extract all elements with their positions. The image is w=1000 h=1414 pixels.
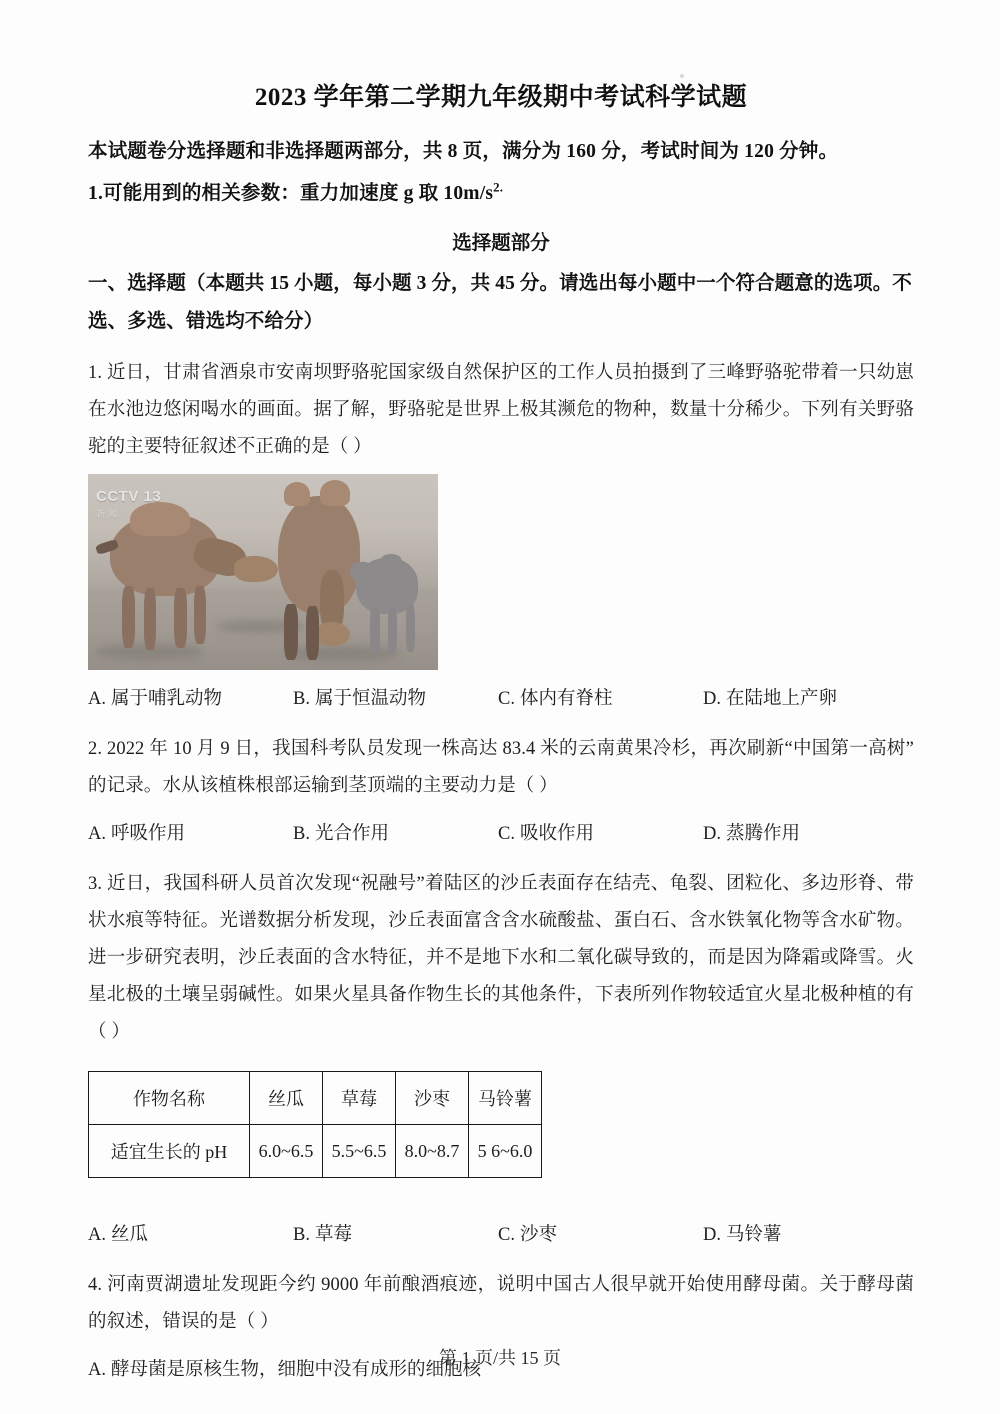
question-3-options [88,1218,914,1253]
option-label: 蒸腾作用 [726,824,801,845]
question-2-option-b[interactable] [293,817,498,852]
camel-left-head [234,556,278,582]
cctv-watermark-subtext: 新闻 [96,508,121,519]
page-content [88,0,914,1389]
question-2-option-a[interactable] [88,817,293,852]
camel-foal-head [350,562,374,579]
question-3-option-c[interactable] [498,1218,703,1253]
camel-center-leg-1 [284,604,298,660]
option-label: 呼吸作用 [111,824,186,845]
camel-foal-leg-3 [406,604,415,652]
question-1-options [88,682,914,717]
section-heading-multiple-choice: 选择题部分 [452,232,550,254]
camel-left-leg-4 [194,586,206,644]
option-label: 丝瓜 [111,1225,149,1246]
camel-foal-hump [380,554,402,568]
table-row-ph-values [89,1125,542,1178]
table-cell-ph-2: 5.5~6.5 [323,1125,396,1178]
question-1-option-d[interactable] [703,682,914,717]
camel-left-leg-3 [174,588,187,648]
question-1-text: 1. 近日，甘肃省酒泉市安南坝野骆驼国家级自然保护区的工作人员拍摄到了三峰野骆驼带着一只幼崽在水池边悠闲喝水的画面。据了解，野骆驼是世界上极其濒危的物种，数量十分稀少。下列有关野骆驼的主要特征叙述不正确的是（ ） [88,362,914,457]
option-label: 马铃薯 [726,1225,782,1246]
exam-parameters-note [88,179,914,209]
option-label: 光合作用 [314,824,389,845]
camel-foal-leg-1 [370,606,380,654]
question-4-text: 4. 河南贾湖遗址发现距今约 9000 年前酿酒痕迹，说明中国古人很早就开始使用酵母菌。关于酵母菌的叙述，错误的是（ ） [88,1275,914,1333]
camel-center-hump-front [284,482,310,506]
question-1-option-a[interactable] [88,682,293,717]
question-2-options [88,817,914,852]
table-header-ph-range: 适宜生长的 pH [89,1125,250,1178]
shadow-right [284,646,400,661]
option-letter: C. [498,688,515,709]
cctv-watermark [96,488,161,520]
option-label: 属于恒温动物 [314,688,426,709]
parameters-text: 1.可能用到的相关参数：重力加速度 g 取 10m/s [88,182,494,204]
option-letter: A. [88,1225,106,1246]
multiple-choice-instruction: 一、选择题（本题共 15 小题，每小题 3 分，共 45 分。请选出每小题中一个符合题意的选项。不选、多选、错选均不给分） [88,272,912,332]
camel-foal-leg-2 [388,608,397,654]
option-letter: B. [293,824,310,845]
table-cell-ph-1: 6.0~6.5 [250,1125,323,1178]
table-row-crop-names [89,1072,542,1125]
question-1-option-b[interactable] [293,682,498,717]
table-cell-ph-4: 5 6~6.0 [469,1125,542,1178]
option-label: 沙枣 [519,1225,557,1246]
option-letter: D. [703,824,721,845]
option-letter: A. [88,824,106,845]
question-2-option-d[interactable] [703,817,914,852]
question-3-option-b[interactable] [293,1218,498,1253]
question-3-option-d[interactable] [703,1218,914,1253]
table-cell-crop-2: 草莓 [323,1072,396,1125]
question-1-photo [88,474,438,670]
table-cell-crop-4: 马铃薯 [469,1072,542,1125]
option-label: 体内有脊柱 [519,688,613,709]
option-label: 在陆地上产卵 [726,688,838,709]
table-cell-crop-3: 沙枣 [396,1072,469,1125]
exam-format-note: 本试题卷分选择题和非选择题两部分，共 8 页，满分为 160 分，考试时间为 120 分钟。 [88,140,839,162]
cctv-watermark-text: CCTV 13 [96,487,162,505]
camel-left-leg-1 [122,586,135,648]
option-letter: D. [703,1225,721,1246]
page-footer: 第 1 页/共 15 页 [438,1348,561,1368]
option-label: 吸收作用 [519,824,594,845]
option-letter: C. [498,1225,515,1246]
table-cell-crop-1: 丝瓜 [250,1072,323,1125]
question-3-option-a[interactable] [88,1218,293,1253]
option-label: 酵母菌是原核生物，细胞中没有成形的细胞核 [111,1360,482,1381]
question-1-option-c[interactable] [498,682,703,717]
camel-center-hump-back [320,480,350,506]
option-letter: A. [88,688,106,709]
table-header-crop-name: 作物名称 [89,1072,250,1125]
option-letter: A. [88,1360,106,1381]
option-label: 草莓 [314,1225,352,1246]
camel-center-body [278,496,360,614]
camel-left-leg-2 [144,588,156,650]
camel-center-head [316,622,350,646]
question-2-text: 2. 2022 年 10 月 9 日，我国科考队员发现一株高达 83.4 米的云南黄果冷杉，再次刷新“中国第一高树”的记录。水从该植株根部运输到茎顶端的主要动力是（ ） [88,739,914,797]
option-letter: C. [498,824,515,845]
question-2-option-c[interactable] [498,817,703,852]
table-cell-ph-3: 8.0~8.7 [396,1125,469,1178]
parameters-superscript: 2. [493,180,504,195]
question-3-text: 3. 近日，我国科研人员首次发现“祝融号”着陆区的沙丘表面存在结壳、龟裂、团粒化、多边形脊、带状水痕等特征。光谱数据分析发现，沙丘表面富含含水硫酸盐、蛋白石、含水铁氧化物等含水矿物。进一步研究表明，沙丘表面的含水特征，并不是地下水和二氧化碳导致的，而是因为降霜或降雪。火星北极的土壤呈弱碱性。如果火星具备作物生长的其他条件，下表所列作物较适宜火星北极种植的有（ ） [88,874,914,1043]
crop-ph-table [88,1071,542,1178]
camel-center-leg-2 [306,606,319,660]
option-letter: B. [293,688,310,709]
option-letter: B. [293,1225,310,1246]
option-label: 属于哺乳动物 [111,688,223,709]
page-title: 2023 学年第二学期九年级期中考试科学试题 [254,84,748,111]
option-letter: D. [703,688,721,709]
